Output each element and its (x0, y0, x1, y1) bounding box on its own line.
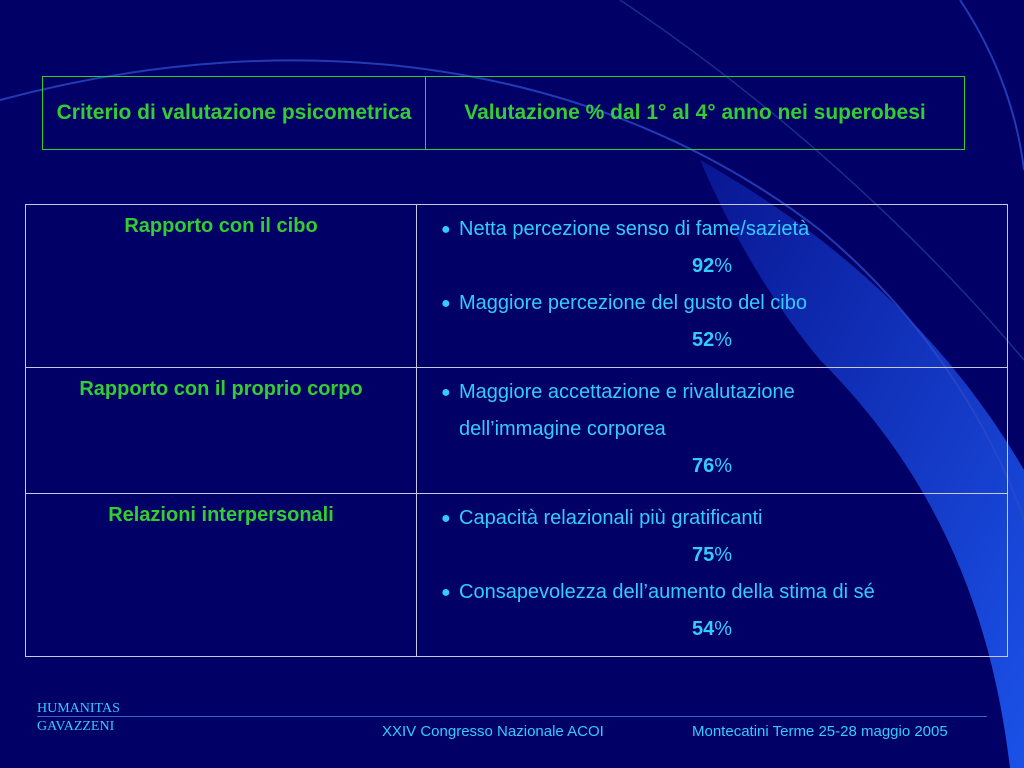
bullet-icon: ● (441, 510, 451, 527)
percentage-value (427, 611, 997, 648)
footer-congress: XXIV Congresso Nazionale ACOI (382, 723, 604, 740)
humanitas-logo (37, 700, 120, 736)
header-evaluation: Valutazione % dal 1° al 4° anno nei superobesi (426, 77, 965, 150)
list-item (427, 211, 997, 248)
percentage-value (427, 448, 997, 485)
percentage-value (427, 248, 997, 285)
item-text: Netta percezione senso di fame/sazietà (459, 218, 810, 240)
value-unit: % (714, 618, 733, 640)
item-text: Consapevolezza dell’aumento della stima di sé (459, 581, 875, 603)
item-text: Maggiore percezione del gusto del cibo (459, 292, 807, 314)
criterion-cell: Rapporto con il cibo (26, 205, 417, 368)
values-cell (417, 368, 1008, 494)
table-row (26, 368, 1008, 494)
value-unit: % (714, 329, 733, 351)
results-table (25, 204, 1008, 657)
header-criterion: Criterio di valutazione psicometrica (43, 77, 426, 150)
bullet-icon: ● (441, 295, 451, 312)
bullet-icon: ● (441, 584, 451, 601)
list-item (427, 574, 997, 611)
values-cell (417, 205, 1008, 368)
item-text-continuation: dell’immagine corporea (459, 418, 666, 440)
logo-line-2: GAVAZZENI (37, 719, 115, 734)
value-number: 75 (691, 544, 715, 566)
values-cell (417, 494, 1008, 657)
table-row (26, 205, 1008, 368)
value-unit: % (714, 255, 733, 277)
logo-line-1: HUMANITAS (37, 701, 120, 716)
bullet-icon: ● (441, 221, 451, 238)
percentage-value (427, 322, 997, 359)
list-item (427, 374, 997, 448)
criterion-cell: Rapporto con il proprio corpo (26, 368, 417, 494)
swoosh-line-2 (960, 0, 1024, 170)
item-text: Maggiore accettazione e rivalutazione (459, 381, 795, 403)
criterion-cell: Relazioni interpersonali (26, 494, 417, 657)
list-item (427, 500, 997, 537)
value-number: 92 (691, 255, 715, 277)
value-unit: % (714, 455, 733, 477)
table-row (26, 494, 1008, 657)
value-unit: % (714, 544, 733, 566)
value-number: 54 (691, 618, 715, 640)
bullet-icon: ● (441, 384, 451, 401)
footer-divider (37, 716, 987, 717)
footer-location-date: Montecatini Terme 25-28 maggio 2005 (692, 723, 948, 740)
list-item (427, 285, 997, 322)
percentage-value (427, 537, 997, 574)
value-number: 52 (691, 329, 715, 351)
item-text: Capacità relazionali più gratificanti (459, 507, 763, 529)
header-table (42, 76, 965, 150)
value-number: 76 (691, 455, 715, 477)
